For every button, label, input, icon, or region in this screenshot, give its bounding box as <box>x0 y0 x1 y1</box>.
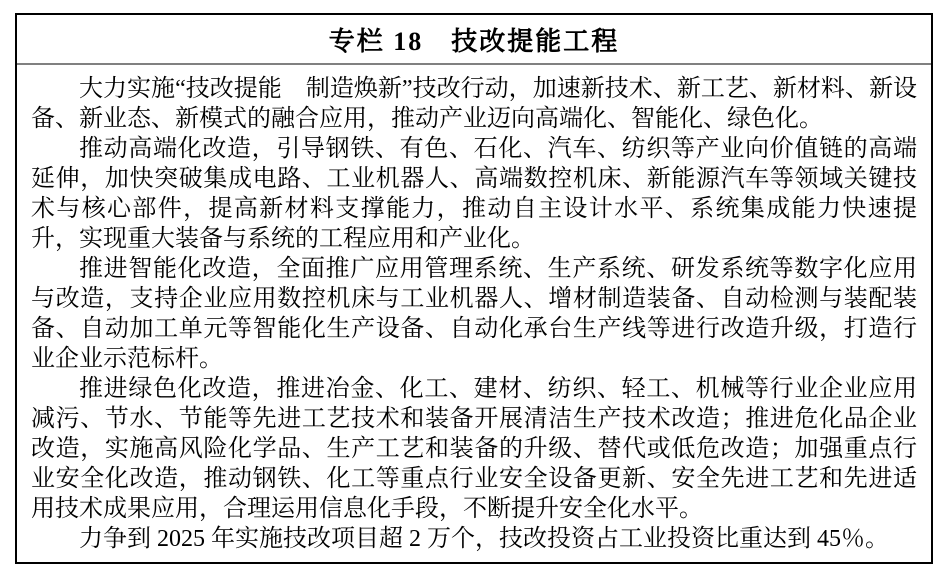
paragraph-high-end-upgrade: 推动高端化改造，引导钢铁、有色、石化、汽车、纺织等产业向价值链的高端延伸，加快突破集成电路、工业机器人、高端数控机床、新能源汽车等领域关键技术与核心部件，提高新材料支撑能力，推动自主设计水平、系统集成能力快速提升，实现重大装备与系统的工程应用和产业化。 <box>31 136 917 252</box>
paragraph-overview: 大力实施“技改提能 制造焕新”技改行动，加速新技术、新工艺、新材料、新设备、新业态、新模式的融合应用，推动产业迈向高端化、智能化、绿色化。 <box>31 76 917 132</box>
box-body <box>17 65 931 554</box>
paragraph-green-upgrade: 推进绿色化改造，推进冶金、化工、建材、纺织、轻工、机械等行业企业应用减污、节水、节能等先进工艺技术和装备开展清洁生产技术改造；推进危化品企业改造，实施高风险化学品、生产工艺和装备的升级、替代或低危改造；加强重点行业安全化改造，推动钢铁、化工等重点行业安全设备更新、安全先进工艺和先进适用技术成果应用，合理运用信息化手段，不断提升安全化水平。 <box>31 376 917 522</box>
paragraph-intelligent-upgrade: 推进智能化改造，全面推广应用管理系统、生产系统、研发系统等数字化应用与改造，支持企业应用数控机床与工业机器人、增材制造装备、自动检测与装配装备、自动加工单元等智能化生产设备、自动化承台生产线等进行改造升级，打造行业企业示范标杆。 <box>31 256 917 372</box>
box-title: 专栏 18 技改提能工程 <box>328 26 620 56</box>
column-18-box <box>15 13 933 564</box>
box-header <box>17 15 931 63</box>
paragraph-2025-target: 力争到 2025 年实施技改项目超 2 万个，技改投资占工业投资比重达到 45％。 <box>79 526 889 552</box>
